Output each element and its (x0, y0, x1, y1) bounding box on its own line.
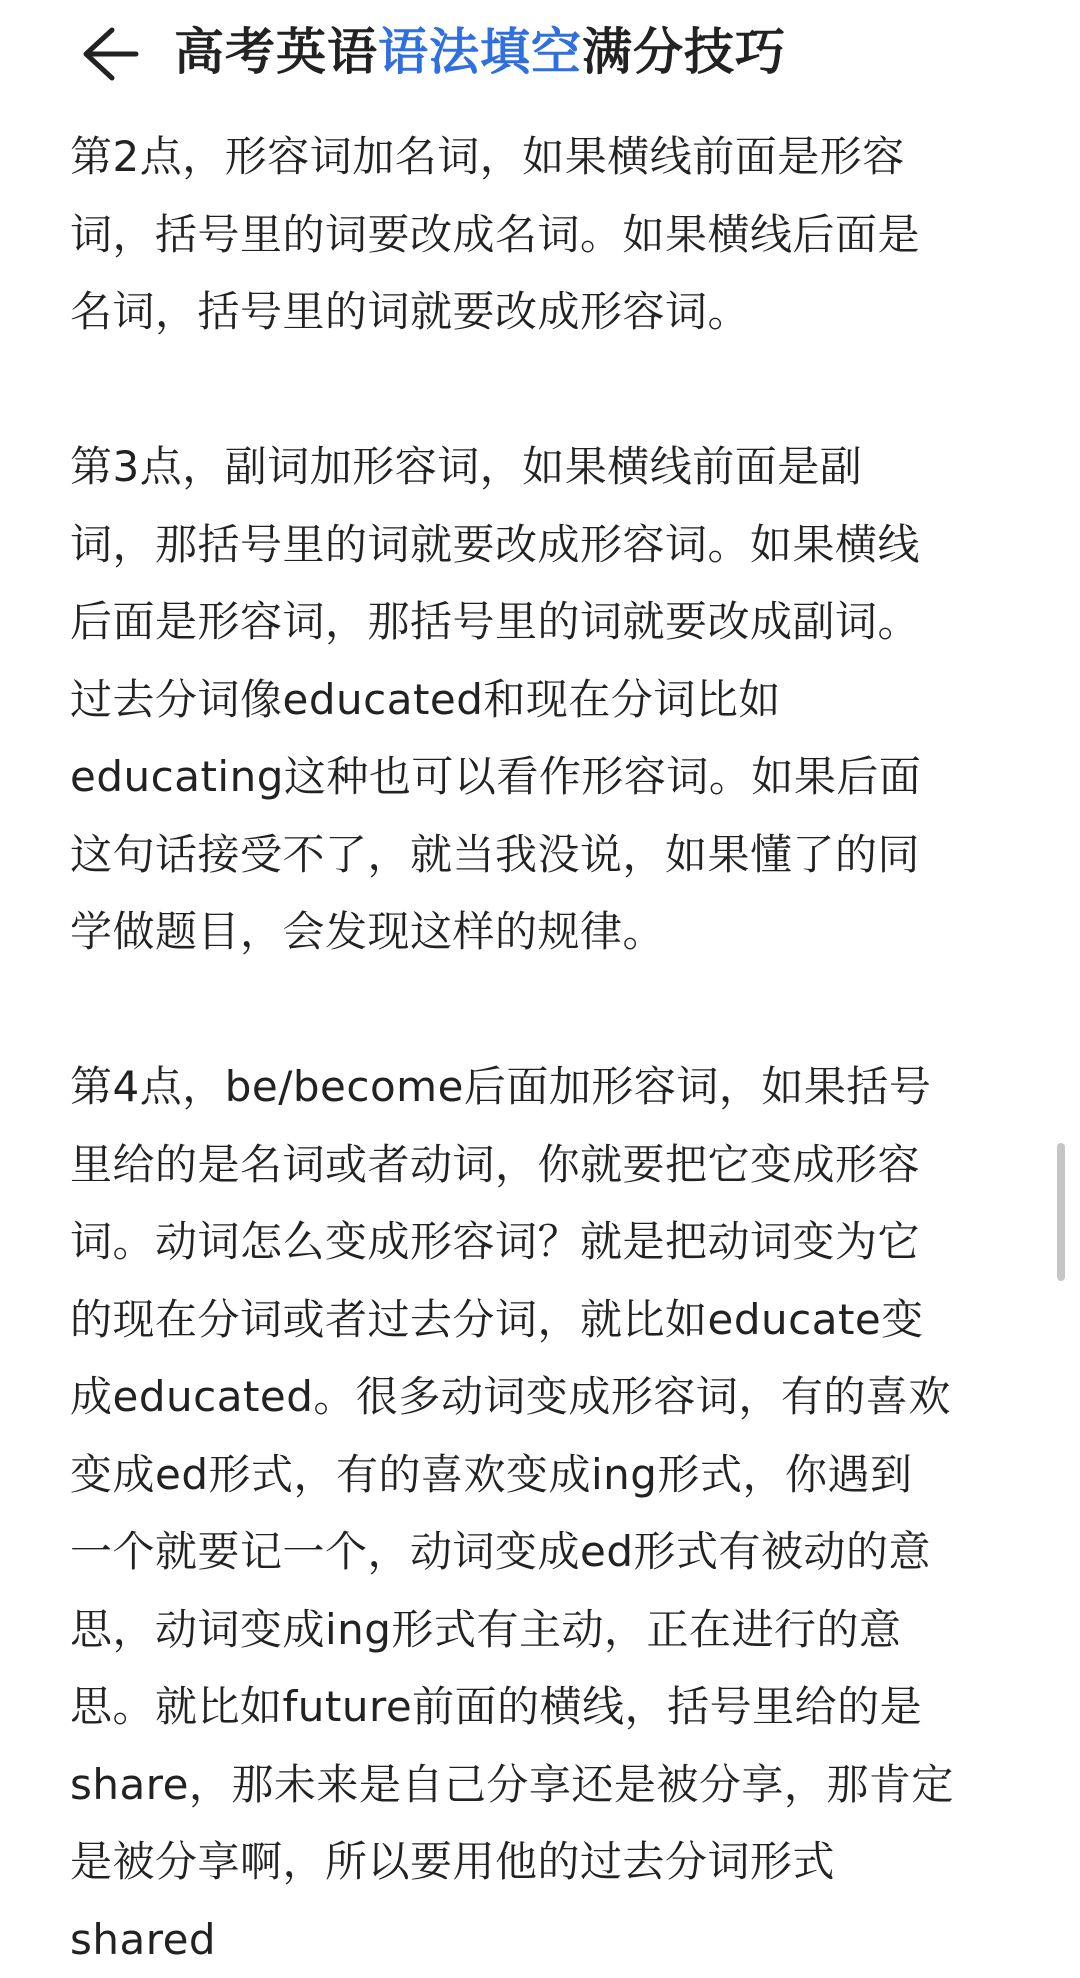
text-line: 里给的是名词或者动词，你就要把它变成形容 (70, 1126, 1020, 1204)
text-line: 词，那括号里的词就要改成形容词。如果横线 (70, 506, 1020, 584)
top-app-bar (0, 0, 1080, 104)
text-line: 学做题目，会发现这样的规律。 (70, 893, 1020, 971)
text-line: 是被分享啊，所以要用他的过去分词形式 (70, 1823, 1020, 1901)
paragraph-spacer (70, 971, 1020, 1049)
title-text-part1: 高考英语 (174, 23, 378, 81)
text-line: 一个就要记一个，动词变成ed形式有被动的意 (70, 1513, 1020, 1591)
title-text-part2: 满分技巧 (582, 23, 786, 81)
text-line: 名词，括号里的词就要改成形容词。 (70, 273, 1020, 351)
text-line: 变成ed形式，有的喜欢变成ing形式，你遇到 (70, 1436, 1020, 1514)
paragraph-point-2 (70, 118, 1020, 351)
text-line: educating这种也可以看作形容词。如果后面 (70, 738, 1020, 816)
title-keyword-highlight: 语法填空 (378, 23, 582, 81)
text-line: 第4点，be/become后面加形容词，如果括号 (70, 1048, 1020, 1126)
text-line: 词。动词怎么变成形容词？就是把动词变为它 (70, 1203, 1020, 1281)
paragraph-spacer (70, 351, 1020, 429)
text-line: 成educated。很多动词变成形容词，有的喜欢 (70, 1358, 1020, 1436)
text-line: 第2点，形容词加名词，如果横线前面是形容 (70, 118, 1020, 196)
page-title (174, 10, 786, 94)
text-line: 词，括号里的词要改成名词。如果横线后面是 (70, 196, 1020, 274)
text-line: shared (70, 1901, 1020, 1978)
text-line: share，那未来是自己分享还是被分享，那肯定 (70, 1746, 1020, 1824)
text-line: 思，动词变成ing形式有主动，正在进行的意 (70, 1591, 1020, 1669)
text-line: 这句话接受不了，就当我没说，如果懂了的同 (70, 816, 1020, 894)
paragraph-point-3 (70, 428, 1020, 971)
back-button[interactable] (62, 16, 146, 88)
text-line: 思。就比如future前面的横线，括号里给的是 (70, 1668, 1020, 1746)
text-line: 第3点，副词加形容词，如果横线前面是副 (70, 428, 1020, 506)
text-line: 的现在分词或者过去分词，就比如educate变 (70, 1281, 1020, 1359)
arrow-left-icon (62, 16, 146, 88)
text-line: 过去分词像educated和现在分词比如 (70, 661, 1020, 739)
article-body (70, 118, 1020, 1978)
text-line: 后面是形容词，那括号里的词就要改成副词。 (70, 583, 1020, 661)
paragraph-point-4 (70, 1048, 1020, 1978)
scrollbar-thumb[interactable] (1057, 1143, 1065, 1281)
